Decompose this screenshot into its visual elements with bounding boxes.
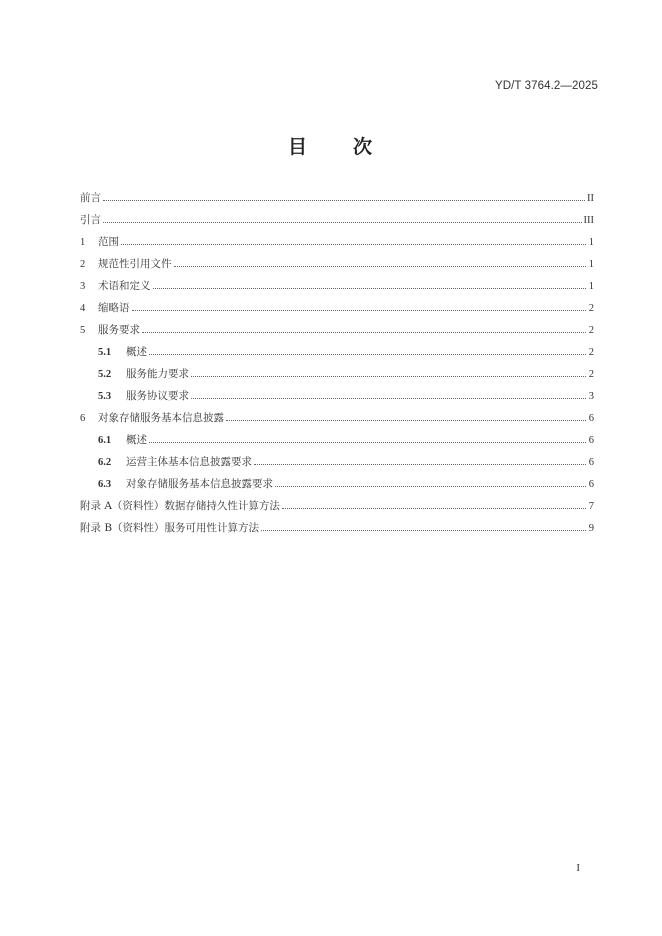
toc-entry-page: 1 bbox=[588, 237, 594, 248]
toc-entry-label: 附录 B（资料性）服务可用性计算方法 bbox=[80, 522, 260, 534]
toc-leader-dots bbox=[174, 265, 587, 267]
toc-entry-page: 6 bbox=[588, 479, 594, 490]
toc-leader-dots bbox=[103, 199, 585, 201]
toc-entry-number: 6.3 bbox=[98, 479, 112, 490]
toc-leader-dots bbox=[261, 529, 586, 531]
toc-leader-dots bbox=[149, 441, 586, 443]
title-char-2: 次 bbox=[353, 136, 375, 158]
toc-leader-dots bbox=[149, 353, 586, 355]
toc-entry-label: 服务能力要求 bbox=[126, 368, 189, 380]
toc-entry-label: 缩略语 bbox=[98, 302, 130, 314]
page-title bbox=[0, 132, 662, 159]
toc-entry-page: 1 bbox=[588, 281, 594, 292]
toc-entry-label: 规范性引用文件 bbox=[98, 258, 172, 270]
toc-entry[interactable] bbox=[80, 278, 594, 300]
toc-entry[interactable] bbox=[80, 300, 594, 322]
toc-entry-page: 1 bbox=[588, 259, 594, 270]
toc-entry[interactable] bbox=[80, 344, 594, 366]
table-of-contents bbox=[80, 190, 594, 542]
toc-entry-number: 3 bbox=[80, 281, 86, 292]
toc-entry-page: 6 bbox=[588, 413, 594, 424]
page-number: I bbox=[576, 862, 580, 874]
toc-leader-dots bbox=[275, 485, 586, 487]
toc-entry[interactable] bbox=[80, 234, 594, 256]
toc-entry-page: III bbox=[583, 215, 594, 226]
toc-entry-label: 运营主体基本信息披露要求 bbox=[126, 456, 252, 468]
toc-leader-dots bbox=[191, 397, 586, 399]
toc-leader-dots bbox=[153, 287, 587, 289]
toc-entry[interactable] bbox=[80, 476, 594, 498]
toc-entry-number: 6.1 bbox=[98, 435, 112, 446]
toc-entry-number: 6.2 bbox=[98, 457, 112, 468]
toc-leader-dots bbox=[103, 221, 582, 223]
toc-entry-page: II bbox=[587, 193, 594, 204]
toc-entry[interactable] bbox=[80, 410, 594, 432]
toc-entry[interactable] bbox=[80, 256, 594, 278]
toc-entry[interactable] bbox=[80, 322, 594, 344]
toc-entry-label: 附录 A（资料性）数据存储持久性计算方法 bbox=[80, 500, 280, 512]
toc-leader-dots bbox=[142, 331, 586, 333]
title-char-1: 目 bbox=[287, 136, 309, 158]
toc-entry-label: 服务要求 bbox=[98, 324, 140, 336]
toc-entry[interactable] bbox=[80, 190, 594, 212]
toc-leader-dots bbox=[282, 507, 586, 509]
toc-leader-dots bbox=[121, 243, 586, 245]
toc-entry-page: 7 bbox=[588, 501, 594, 512]
toc-entry-label: 对象存储服务基本信息披露要求 bbox=[126, 478, 273, 490]
toc-entry-number: 1 bbox=[80, 237, 86, 248]
toc-entry-label: 引言 bbox=[80, 214, 101, 226]
toc-entry-page: 6 bbox=[588, 435, 594, 446]
toc-entry[interactable] bbox=[80, 454, 594, 476]
toc-leader-dots bbox=[191, 375, 586, 377]
toc-entry-number: 4 bbox=[80, 303, 86, 314]
toc-entry-page: 2 bbox=[588, 369, 594, 380]
toc-entry-label: 范围 bbox=[98, 236, 119, 248]
toc-entry-number: 6 bbox=[80, 413, 86, 424]
toc-entry-label: 概述 bbox=[126, 434, 147, 446]
toc-entry-number: 5 bbox=[80, 325, 86, 336]
toc-entry-number: 2 bbox=[80, 259, 86, 270]
toc-entry-page: 6 bbox=[588, 457, 594, 468]
toc-leader-dots bbox=[132, 309, 587, 311]
toc-entry[interactable] bbox=[80, 388, 594, 410]
toc-entry-number: 5.2 bbox=[98, 369, 112, 380]
toc-leader-dots bbox=[254, 463, 586, 465]
toc-entry[interactable] bbox=[80, 366, 594, 388]
toc-leader-dots bbox=[226, 419, 586, 421]
toc-entry-label: 服务协议要求 bbox=[126, 390, 189, 402]
toc-entry-page: 2 bbox=[588, 325, 594, 336]
toc-entry[interactable] bbox=[80, 432, 594, 454]
toc-entry[interactable] bbox=[80, 520, 594, 542]
toc-entry-number: 5.1 bbox=[98, 347, 112, 358]
toc-entry-label: 对象存储服务基本信息披露 bbox=[98, 412, 224, 424]
toc-entry-page: 3 bbox=[588, 391, 594, 402]
toc-entry-number: 5.3 bbox=[98, 391, 112, 402]
toc-entry[interactable] bbox=[80, 498, 594, 520]
toc-entry-page: 2 bbox=[588, 347, 594, 358]
standard-code: YD/T 3764.2—2025 bbox=[494, 80, 598, 92]
toc-entry-label: 概述 bbox=[126, 346, 147, 358]
toc-entry[interactable] bbox=[80, 212, 594, 234]
toc-entry-label: 术语和定义 bbox=[98, 280, 151, 292]
toc-entry-label: 前言 bbox=[80, 192, 101, 204]
toc-entry-page: 9 bbox=[588, 523, 594, 534]
toc-entry-page: 2 bbox=[588, 303, 594, 314]
